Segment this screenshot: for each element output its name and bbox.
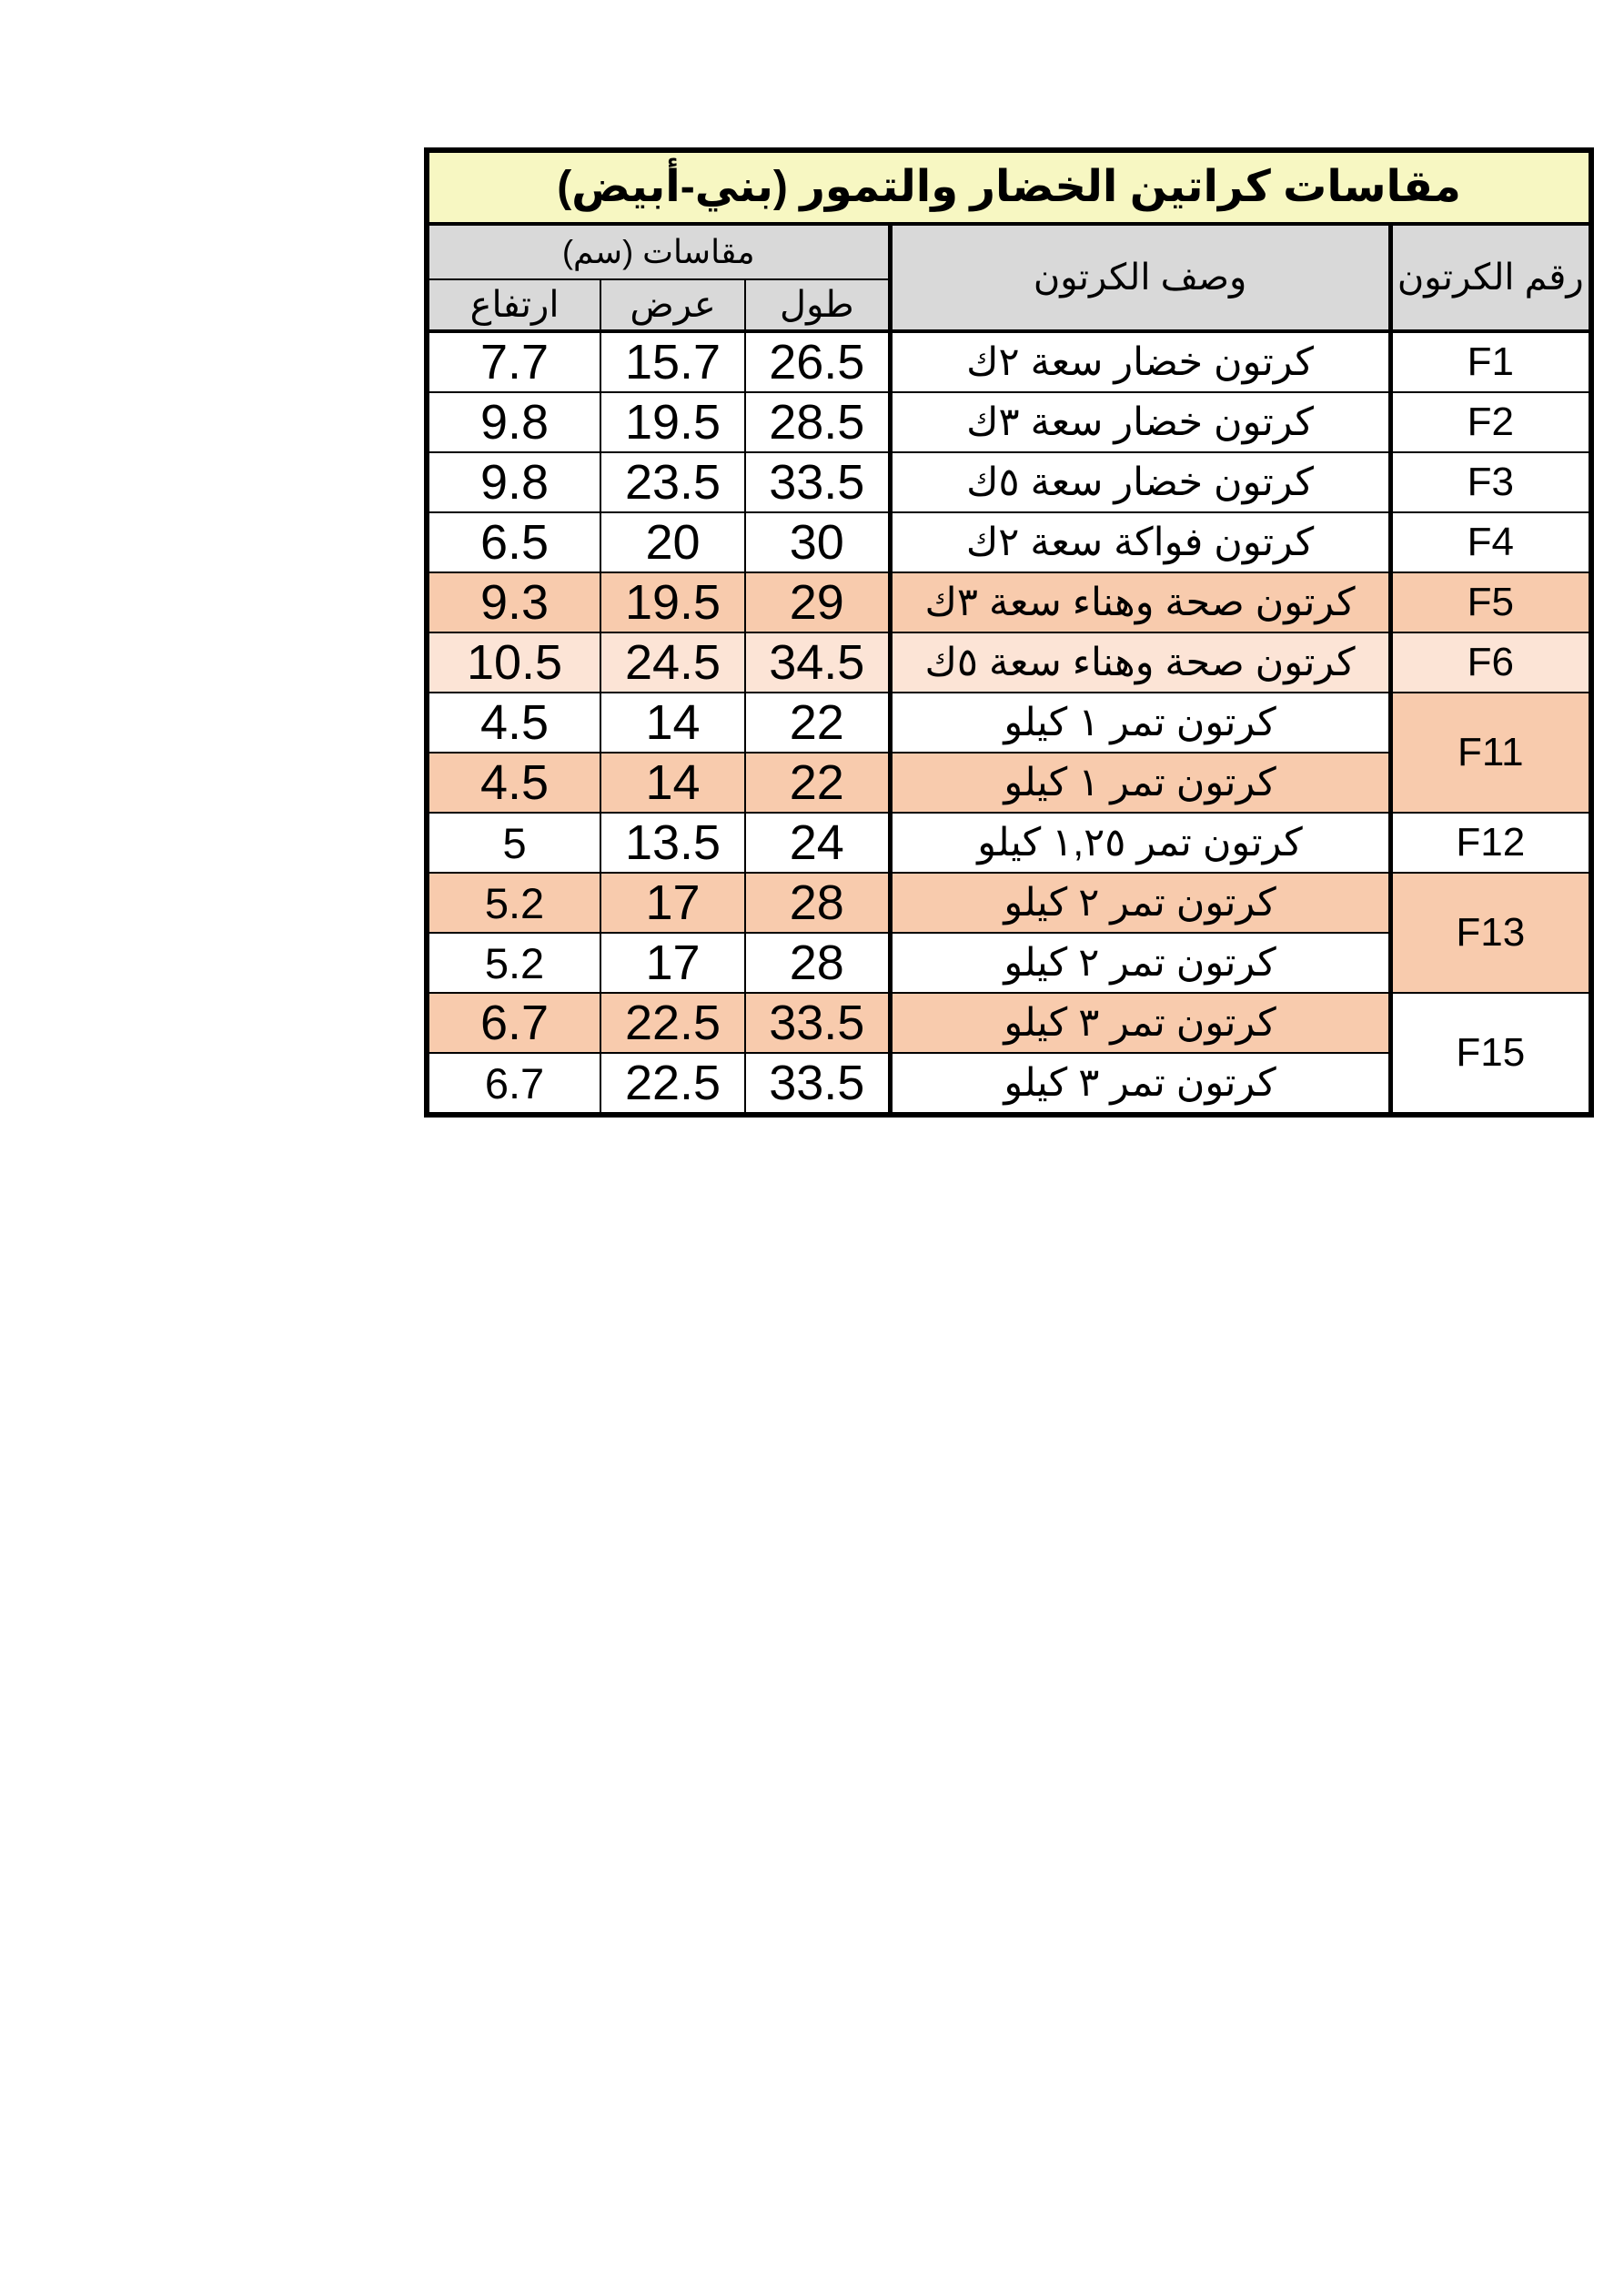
height-cell: 6.7	[427, 993, 600, 1053]
height-cell: 10.5	[427, 632, 600, 693]
length-cell: 26.5	[745, 331, 890, 392]
height-cell: 9.3	[427, 572, 600, 632]
width-cell: 23.5	[600, 452, 745, 512]
carton-id-cell: F12	[1390, 813, 1591, 873]
header-carton-number: رقم الكرتون	[1390, 224, 1591, 331]
carton-id-cell: F15	[1390, 993, 1591, 1115]
width-cell: 24.5	[600, 632, 745, 693]
width-cell: 19.5	[600, 392, 745, 452]
height-cell: 4.5	[427, 693, 600, 753]
width-cell: 22.5	[600, 993, 745, 1053]
title-row	[427, 150, 1591, 224]
description-cell: كرتون خضار سعة ٢ك	[890, 331, 1390, 392]
width-cell: 14	[600, 693, 745, 753]
description-cell: كرتون فواكة سعة ٢ك	[890, 512, 1390, 572]
length-cell: 30	[745, 512, 890, 572]
height-cell: 5.2	[427, 873, 600, 933]
height-cell: 6.5	[427, 512, 600, 572]
length-cell: 33.5	[745, 1053, 890, 1115]
length-cell: 24	[745, 813, 890, 873]
description-cell: كرتون تمر ١,٢٥ كيلو	[890, 813, 1390, 873]
carton-id-cell: F1	[1390, 331, 1591, 392]
description-cell: كرتون تمر ٣ كيلو	[890, 993, 1390, 1053]
height-cell: 4.5	[427, 753, 600, 813]
length-cell: 34.5	[745, 632, 890, 693]
width-cell: 22.5	[600, 1053, 745, 1115]
height-cell: 9.8	[427, 392, 600, 452]
table-row	[427, 693, 1591, 753]
length-cell: 28	[745, 873, 890, 933]
length-cell: 29	[745, 572, 890, 632]
table-row	[427, 873, 1591, 933]
description-cell: كرتون تمر ١ كيلو	[890, 693, 1390, 753]
header-length: طول	[745, 279, 890, 331]
table-row	[427, 813, 1591, 873]
width-cell: 17	[600, 873, 745, 933]
height-cell: 5	[427, 813, 600, 873]
height-cell: 6.7	[427, 1053, 600, 1115]
carton-id-cell: F3	[1390, 452, 1591, 512]
length-cell: 22	[745, 693, 890, 753]
carton-id-cell: F6	[1390, 632, 1591, 693]
length-cell: 33.5	[745, 993, 890, 1053]
table-row	[427, 512, 1591, 572]
carton-id-cell: F13	[1390, 873, 1591, 993]
table-row	[427, 452, 1591, 512]
table-row	[427, 392, 1591, 452]
description-cell: كرتون خضار سعة ٣ك	[890, 392, 1390, 452]
width-cell: 17	[600, 933, 745, 993]
width-cell: 20	[600, 512, 745, 572]
description-cell: كرتون خضار سعة ٥ك	[890, 452, 1390, 512]
carton-dimensions-table	[424, 147, 1594, 1118]
table-row	[427, 331, 1591, 392]
header-dimensions: مقاسات (سم)	[427, 224, 890, 279]
carton-id-cell: F4	[1390, 512, 1591, 572]
description-cell: كرتون تمر ٢ كيلو	[890, 933, 1390, 993]
header-description: وصف الكرتون	[890, 224, 1390, 331]
description-cell: كرتون تمر ٣ كيلو	[890, 1053, 1390, 1115]
length-cell: 28.5	[745, 392, 890, 452]
width-cell: 15.7	[600, 331, 745, 392]
table-row	[427, 993, 1591, 1053]
header-width: عرض	[600, 279, 745, 331]
carton-id-cell: F5	[1390, 572, 1591, 632]
carton-id-cell: F11	[1390, 693, 1591, 813]
table-row	[427, 572, 1591, 632]
length-cell: 22	[745, 753, 890, 813]
width-cell: 19.5	[600, 572, 745, 632]
carton-id-cell: F2	[1390, 392, 1591, 452]
description-cell: كرتون تمر ٢ كيلو	[890, 873, 1390, 933]
length-cell: 33.5	[745, 452, 890, 512]
height-cell: 5.2	[427, 933, 600, 993]
length-cell: 28	[745, 933, 890, 993]
description-cell: كرتون تمر ١ كيلو	[890, 753, 1390, 813]
description-cell: كرتون صحة وهناء سعة ٥ك	[890, 632, 1390, 693]
width-cell: 14	[600, 753, 745, 813]
header-height: ارتفاع	[427, 279, 600, 331]
height-cell: 9.8	[427, 452, 600, 512]
table-row	[427, 632, 1591, 693]
description-cell: كرتون صحة وهناء سعة ٣ك	[890, 572, 1390, 632]
height-cell: 7.7	[427, 331, 600, 392]
width-cell: 13.5	[600, 813, 745, 873]
table-title: مقاسات كراتين الخضار والتمور (بني-أبيض)	[427, 150, 1591, 224]
header-row	[427, 224, 1591, 279]
